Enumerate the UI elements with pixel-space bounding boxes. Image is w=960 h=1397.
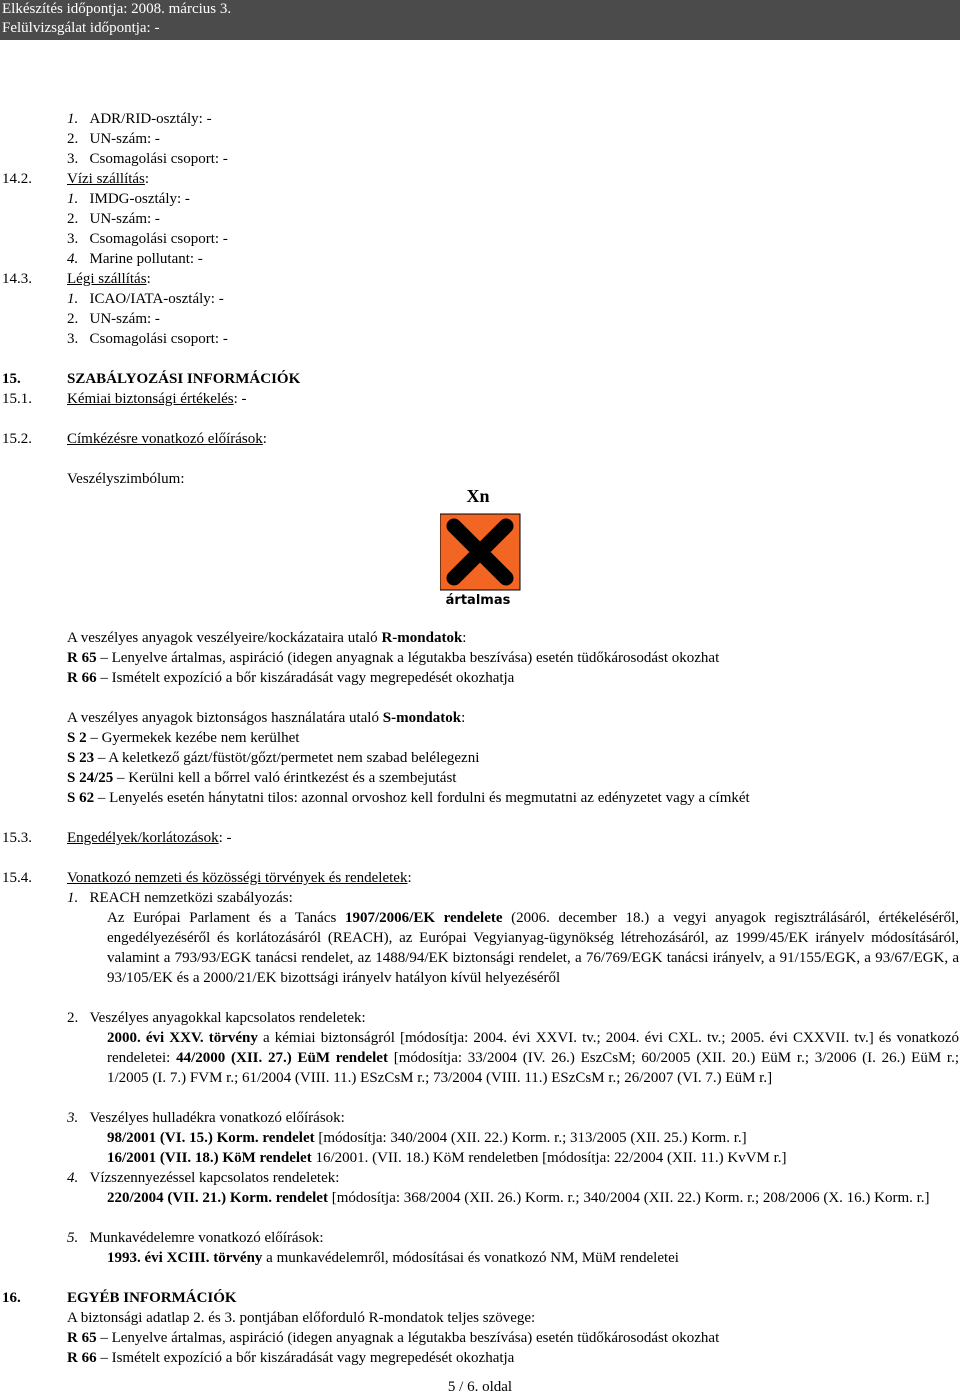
symbol-label: Veszélyszimbólum:: [67, 471, 185, 487]
law-group-3-title: 3. Veszélyes hulladékra vonatkozó előírások:: [67, 1110, 345, 1126]
list-item: 1. ICAO/IATA-osztály: -: [67, 291, 224, 307]
list-item: 3. Csomagolási csoport: -: [67, 231, 228, 247]
revised-date: Felülvizsgálat időpontja: -: [2, 20, 160, 36]
r-phrase: R 65 – Lenyelve ártalmas, aspiráció (idegen anyagnak a légutakba beszívása) esetén tüdőkárosodást okozhat: [67, 1330, 720, 1346]
hazard-label: ártalmas: [445, 593, 511, 608]
hazard-symbol: [440, 486, 526, 610]
page-number: 5 / 6. oldal: [447, 1379, 513, 1395]
s-phrases-intro: A veszélyes anyagok biztonságos használatára utaló S-mondatok:: [67, 710, 466, 726]
list-item: 4. Marine pollutant: -: [67, 251, 203, 267]
r-phrase: R 66 – Ismételt expozíció a bőr kiszáradását vagy megrepedését okozhatja: [67, 1350, 515, 1366]
law-item: 16/2001 (VII. 18.) KöM rendelet 16/2001. (VII. 18.) KöM rendeletben [módosítja: 22/2004 (XII. 11.) KvVM r.]: [107, 1150, 787, 1166]
r-phrases-intro: A veszélyes anyagok veszélyeire/kockázataira utaló R-mondatok:: [67, 630, 467, 646]
law-group-1-title: 1. REACH nemzetközi szabályozás:: [67, 890, 293, 906]
r-phrase: R 65 – Lenyelve ártalmas, aspiráció (idegen anyagnak a légutakba beszívása) esetén tüdőkárosodást okozhat: [67, 650, 720, 666]
s-phrase: S 2 – Gyermekek kezébe nem kerülhet: [67, 730, 300, 746]
list-item: 2. UN-szám: -: [67, 311, 160, 327]
law-item: 1993. évi XCIII. törvény a munkavédelemről, módosításai és vonatkozó NM, MüM rendeletei: [107, 1250, 679, 1266]
s-phrase: S 23 – A keletkező gázt/füstöt/gőzt/permetet nem szabad belélegezni: [67, 750, 480, 766]
created-date: Elkészítés időpontja: 2008. március 3.: [2, 1, 232, 17]
law-group-4-text: 220/2004 (VII. 21.) Korm. rendelet [módosítja: 368/2004 (XII. 26.) Korm. r.; 340/2004 (XII. 22.) Korm. r.; 208/2006 (X. 16.) Korm. r.]: [107, 1190, 930, 1206]
law-group-2-text: 2000. évi XXV. törvény a kémiai biztonságról [módosítja: 2004. évi XXVI. tv.; 2004. évi CXL. tv.; 2005. évi CXXVII. tv.] és vonatkozó rendeletei: 44/2000 (XII. 27.) EüM rendelet [módosítja: 33/2004 (IV. 26.) EszCsM; 60/2005 (XII. 20.) EüM r.; 3/2006 (I. 26.) EüM r.; 1/2005 (I. 7.) FVM r.; 61/2004 (VIII. 11.) ESzCsM r.; 73/2004 (VIII. 11.) ESzCsM r.; 26/2007 (VI. 7.) EüM r.]: [107, 1030, 960, 1086]
list-item: 2. UN-szám: -: [67, 211, 160, 227]
r-phrase: R 66 – Ismételt expozíció a bőr kiszáradását vagy megrepedését okozhatja: [67, 670, 515, 686]
law-group-4-title: 4. Vízszennyezéssel kapcsolatos rendeletek:: [67, 1170, 340, 1186]
law-group-5-title: 5. Munkavédelemre vonatkozó előírások:: [67, 1230, 324, 1246]
harmful-x-icon: [440, 486, 526, 610]
law-group-1-text: Az Európai Parlament és a Tanács 1907/2006/EK rendelete (2006. december 18.) a vegyi anyagok regisztrálásáról, értékeléséről, engedélyezéséről és korlátozásáról (REACH), az Európai Vegyianyag-ügynökség létrehozásáról, az 1999/45/EK irányelv módosításáról, valamint a 793/93/EGK tanácsi rendelet, az 1488/94/EK biztonsági rendelet, a 76/769/EGK tanácsi irányelv, a 91/155/EGK, a 93/67/EGK, a 93/105/EK és a 2000/21/EK bizottsági irányelv hatályon kívül helyezéséről: [107, 910, 960, 986]
law-item: 98/2001 (VI. 15.) Korm. rendelet [módosítja: 340/2004 (XII. 22.) Korm. r.; 313/2005 (XII. 25.) Korm. r.]: [107, 1130, 747, 1146]
page-header: [0, 0, 960, 40]
list-item: 3. Csomagolási csoport: -: [67, 151, 228, 167]
list-item: 1. IMDG-osztály: -: [67, 191, 190, 207]
s-phrase: S 24/25 – Kerülni kell a bőrrel való érintkezést és a szembejutást: [67, 770, 457, 786]
list-item: 1. ADR/RID-osztály: -: [67, 111, 212, 127]
section-16-intro: A biztonsági adatlap 2. és 3. pontjában előforduló R-mondatok teljes szövege:: [67, 1310, 536, 1326]
list-item: 3. Csomagolási csoport: -: [67, 331, 228, 347]
s-phrase: S 62 – Lenyelés esetén hánytatni tilos: azonnal orvoshoz kell fordulni és megmutatni az edényzetet vagy a címkét: [67, 790, 750, 806]
list-item: 2. UN-szám: -: [67, 131, 160, 147]
hazard-code: Xn: [466, 486, 490, 506]
law-group-2-title: 2. Veszélyes anyagokkal kapcsolatos rendeletek:: [67, 1010, 366, 1026]
